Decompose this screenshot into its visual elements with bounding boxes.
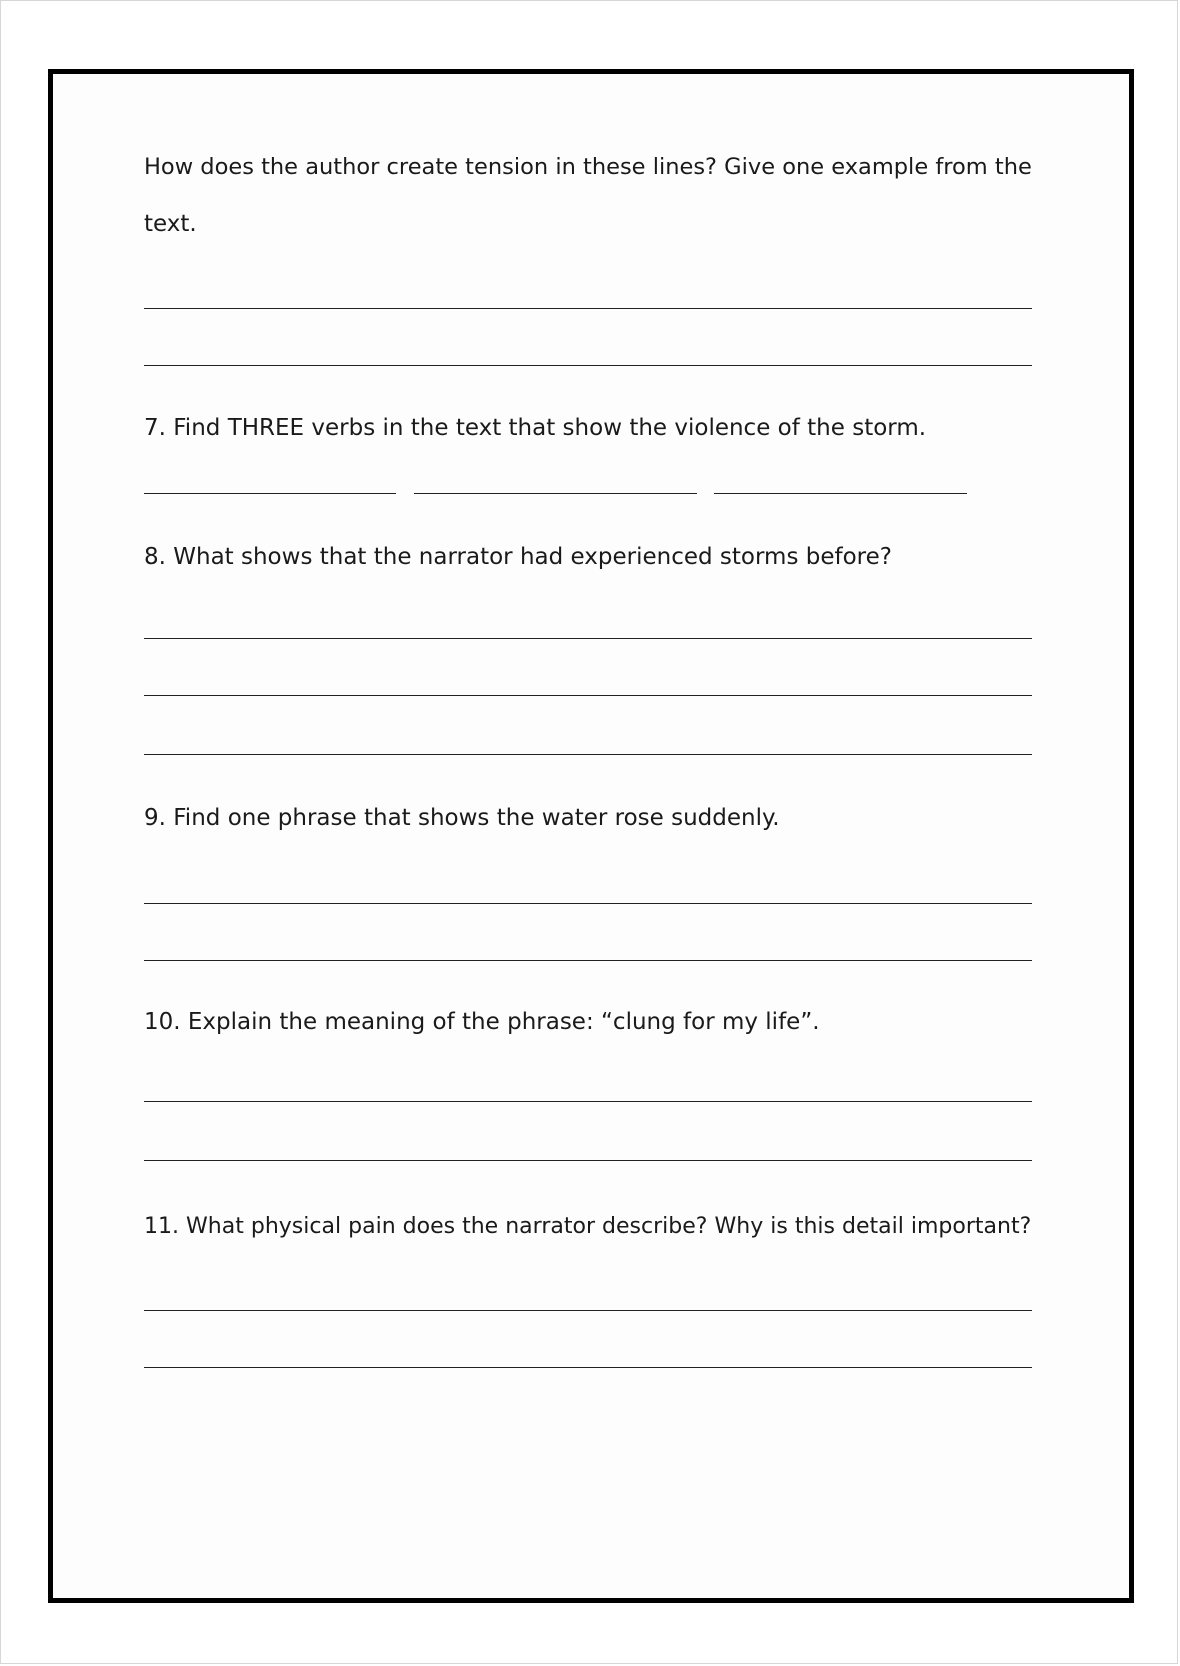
- question-8-text: 8. What shows that the narrator had experienced storms before?: [144, 544, 892, 570]
- answer-line[interactable]: [144, 903, 1032, 904]
- question-9-text: 9. Find one phrase that shows the water rose suddenly.: [144, 805, 780, 831]
- question-11-text: 11. What physical pain does the narrator describe? Why is this detail important?: [144, 1214, 1032, 1239]
- answer-blank-1[interactable]: [144, 493, 396, 494]
- answer-line[interactable]: [144, 1101, 1032, 1102]
- answer-line[interactable]: [144, 754, 1032, 755]
- question-6-text-line-2: text.: [144, 211, 197, 237]
- answer-line[interactable]: [144, 638, 1032, 639]
- answer-blank-2[interactable]: [414, 493, 697, 494]
- question-7-text: 7. Find THREE verbs in the text that show the violence of the storm.: [144, 415, 927, 441]
- answer-blank-3[interactable]: [714, 493, 967, 494]
- answer-line[interactable]: [144, 1367, 1032, 1368]
- answer-line[interactable]: [144, 365, 1032, 366]
- answer-line[interactable]: [144, 960, 1032, 961]
- answer-line[interactable]: [144, 1160, 1032, 1161]
- answer-line[interactable]: [144, 1310, 1032, 1311]
- question-6-text-line-1: How does the author create tension in these lines? Give one example from the: [144, 154, 1032, 180]
- worksheet-border: [48, 69, 1134, 1603]
- question-10-text: 10. Explain the meaning of the phrase: “clung for my life”.: [144, 1009, 820, 1035]
- answer-line[interactable]: [144, 695, 1032, 696]
- answer-line[interactable]: [144, 308, 1032, 309]
